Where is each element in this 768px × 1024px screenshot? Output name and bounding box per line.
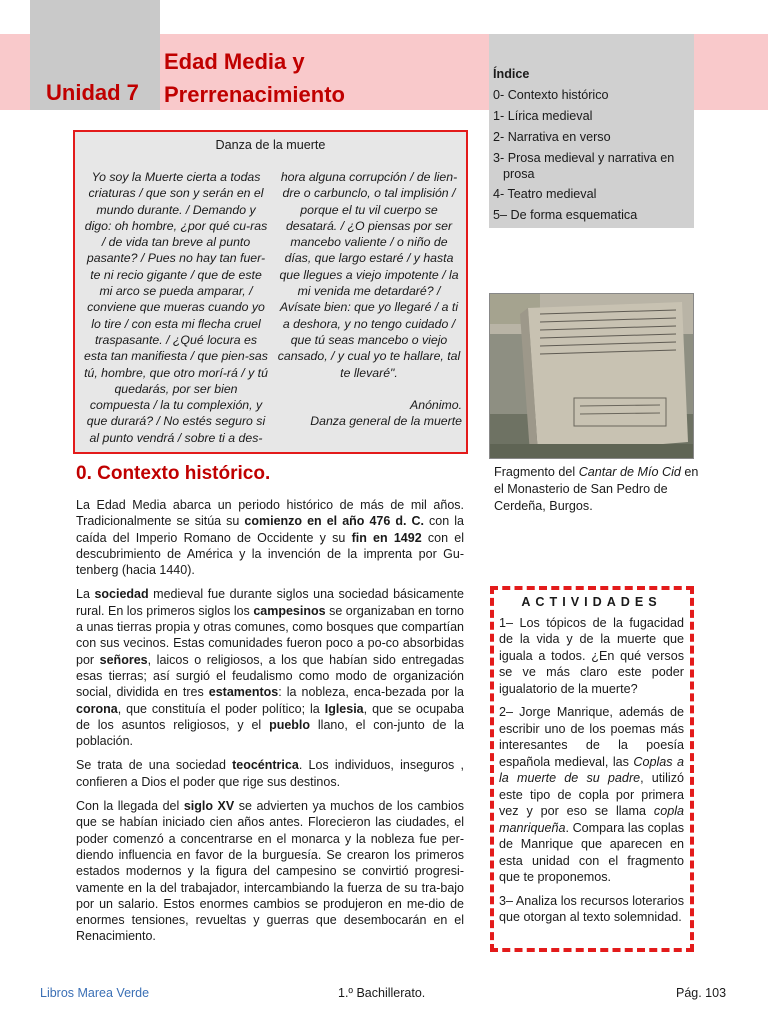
footer-publisher[interactable]: Libros Marea Verde (40, 986, 150, 1000)
index-item-1[interactable]: 1- Lírica medieval (493, 109, 593, 123)
paragraph-1 (76, 497, 464, 578)
a2-text-3: . Compara las coplas de Manrique que aparecen en esta unidad con el fragmento que te proponemos. (499, 820, 684, 884)
activities-box (490, 586, 694, 952)
p2-bold-1: sociedad (94, 587, 149, 602)
a2-text-2: , utilizó este tipo de copla por primera vez y por eso se llama (499, 771, 684, 818)
a2-italic-1: Coplas a la muerte de su padre (499, 754, 684, 785)
paragraph-3 (76, 757, 464, 790)
poem-column-right (276, 169, 462, 429)
caption-suffix: en el Monasterio de San Pedro de Cerdeña, Burgos. (494, 465, 699, 513)
poem-author: Anónimo. (410, 397, 462, 412)
footer-course: 1.º Bachillerato. (338, 986, 426, 1000)
body-text (76, 497, 464, 953)
p2-bold-4: estamentos (208, 685, 279, 700)
index-title: Índice (493, 67, 530, 81)
index-item-3[interactable]: 3- Prosa medieval y narrativa en prosa (493, 151, 675, 181)
p2-bold-3: señores (99, 652, 148, 667)
p2-text-8: llano, el con-junto de la población. (76, 717, 465, 749)
p2-text-1: La (76, 587, 95, 602)
activity-3: 3– Analiza los recursos loterarios que otorgan al texto solemnidad. (499, 893, 684, 924)
photo-caption (494, 464, 704, 515)
poem-box (73, 130, 468, 454)
unit-title-line1: Edad Media y (164, 49, 305, 74)
p1-text-2: con la caída del Imperio Romano de Occidente y su (76, 514, 464, 545)
p2-text-7: , que se ocupaba de los asuntos religiosos, y el (76, 701, 464, 732)
poem-column-left: Yo soy la Muerte cierta a todas criaturas / que son y serán en el mundo durante. / Demando y digo: oh hombre, ¿por qué cu-ras / de vida tan breve al punto pasante? / Pues no hay tan fuer-te ni recio gigante / que de este mi arco se pueda amparar, / conviene que mueras cuando yo lo tire / con esta mi flecha cruel traspasante. / ¿Qué locura es esta tan manifiesta / que pien-sas tú, hombre, que otro morí-rá / y tú quedarás, por ser bien compuesta / la tu complexión, y que durará? / No estés seguro si al punto vendrá / sobre ti a des- (84, 170, 268, 445)
poem-source: Danza general de la muerte (310, 414, 462, 429)
p2-text-2: medieval fue durante siglos una sociedad básicamente rural. En los primeros siglos los (76, 587, 464, 618)
p1-bold-2: fin en 1492 (351, 530, 422, 545)
p4-text-2: se advierten ya muchos de los cambios que se habían iniciado cien años antes. Florecieron las ciudades, el poder comenzó a concentrarse en el monarca y la nobleza fue per-diendo influencia en favor de la burguesía. Se crearon los primeros estados modernos y la figura del campesino se convirtió progresi-vamente en la del trabajador, intercambiando la fuerza de su tra-bajo por un salario. Estos enormes cambios se produjeron en me-dio de enormes tensiones, revueltas y guerras que desembocarán en el Renacimiento. (76, 799, 464, 944)
unit-title-line2: Prerrenacimiento (164, 82, 345, 107)
p3-text-2: . Los individuos, inseguros , confieren a Dios el poder que rige sus destinos. (76, 758, 464, 789)
p2-text-5: : la nobleza, enca-bezada por la (278, 685, 464, 700)
unit-title (164, 45, 345, 111)
poem-title: Danza de la muerte (215, 138, 326, 152)
stone-monument-photo (489, 293, 694, 459)
p3-text-1: Se trata de una sociedad (76, 758, 233, 773)
footer-page-number: Pág. 103 (676, 986, 727, 1000)
caption-work: Cantar de Mío Cid (578, 465, 681, 479)
photo-image (490, 294, 694, 459)
p1-bold-1: comienzo en el año 476 d. C. (244, 514, 425, 529)
activities-title: ACTIVIDADES (521, 595, 662, 609)
p2-text-6: , que constituía el poder político; la (117, 701, 325, 716)
paragraph-2 (76, 586, 464, 749)
p2-bold-2: campesinos (253, 603, 326, 618)
p3-bold-1: teocéntrica (232, 758, 299, 773)
paragraph-4 (76, 798, 464, 945)
p1-text-1: La Edad Media abarca un periodo histórico de más de mil años. Tradicionalmente se sitúa su (76, 498, 464, 529)
poem-column-right-text: hora alguna corrupción / de lien-dre o carbunclo, o tal implisión / porque el tu vil cuerpo se desatará. / ¿O piensas por ser mancebo valiente / o niño de días, que largo estaré / y hasta que llegues a viejo impotente / la mi venida me detardaré? / Avísate bien: que yo llegaré / a ti a deshora, y no tengo cuidado / que tú seas mancebo o viejo cansado, / y cual yo te hallare, tal te llevaré". (277, 170, 461, 380)
section-heading: 0. Contexto histórico. (76, 463, 271, 484)
p1-text-3: con el descubrimiento de América y la invención de la imprenta por Gu-tenberg (hacia 1440). (76, 530, 464, 578)
p2-bold-5: corona (76, 701, 118, 716)
index-item-5[interactable]: 5– De forma esquematica (493, 208, 638, 222)
p4-text-1: Con la llegada del (76, 799, 184, 814)
p2-text-3: se organizaban en torno a unas tierras propia y otras comunes, como bosques que compartían con sus vecinos. Estas comunidades fueron poco a po-co absorbidas por (76, 603, 464, 667)
index-item-4[interactable]: 4- Teatro medieval (493, 187, 597, 201)
a2-text-1: 2– Jorge Manrique, además de escribir uno de los poemas más interesantes de la poesía española medieval, las (499, 705, 684, 769)
index-item-2[interactable]: 2- Narrativa en verso (493, 130, 611, 144)
p2-bold-7: pueblo (269, 717, 311, 732)
a2-italic-2: copla manriqueña (499, 804, 684, 835)
activity-1: 1– Los tópicos de la fugacidad de la vida y de la muerte que iguala a todos. ¿En qué versos se ve más claro este poder igualatorio de la muerte? (499, 615, 684, 696)
unit-label: Unidad 7 (46, 80, 139, 105)
p4-bold-1: siglo XV (183, 799, 235, 814)
index-item-0[interactable]: 0- Contexto histórico (493, 88, 609, 102)
index-box (489, 34, 694, 228)
p2-bold-6: Iglesia (324, 701, 364, 716)
caption-prefix: Fragmento del (494, 465, 579, 479)
activity-2 (499, 704, 684, 886)
p2-text-4: , laicos o religiosos, a los que habían sido entregadas esas tierras; así surgió el feudalismo como modo de organización social, dividida en tres (76, 652, 464, 700)
